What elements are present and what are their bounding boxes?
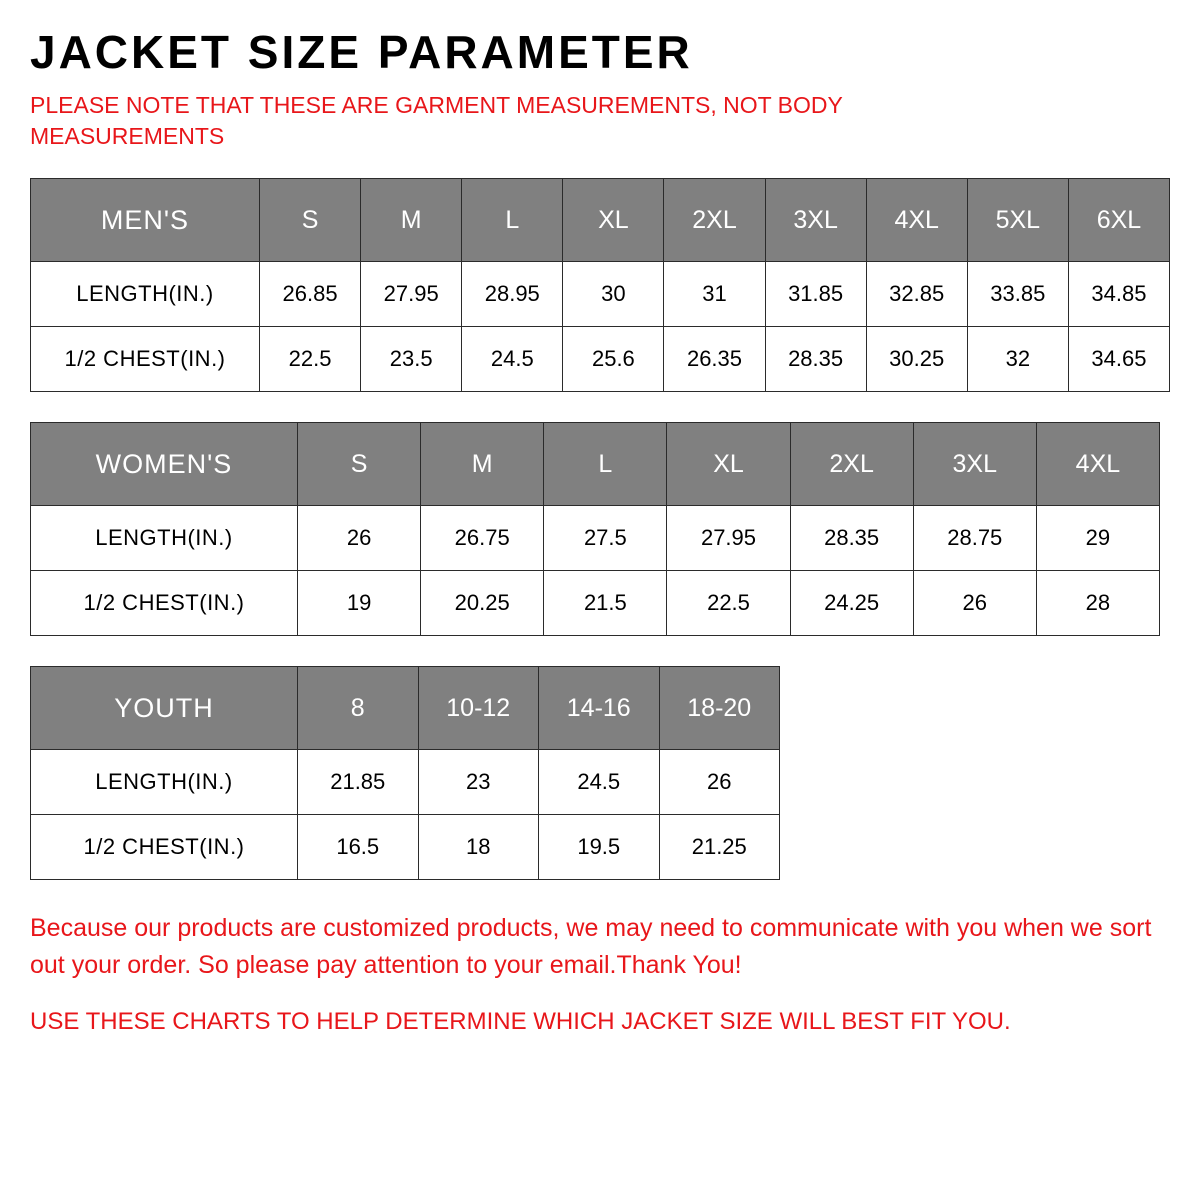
cell-value: 26	[659, 750, 780, 815]
cell-value: 21.85	[298, 750, 419, 815]
cell-value: 32	[967, 327, 1068, 392]
chart-usage-note: USE THESE CHARTS TO HELP DETERMINE WHICH JACKET SIZE WILL BEST FIT YOU.	[30, 1007, 1011, 1035]
youth-size-table	[30, 666, 780, 880]
cell-value: 22.5	[260, 327, 361, 392]
size-header: 3XL	[765, 179, 866, 262]
category-label: MEN'S	[31, 179, 260, 262]
size-header: L	[544, 423, 667, 506]
cell-value: 28.95	[462, 262, 563, 327]
garment-measurement-note: PLEASE NOTE THAT THESE ARE GARMENT MEASUREMENTS, NOT BODY MEASUREMENTS	[30, 92, 843, 150]
size-header: 14-16	[539, 667, 660, 750]
size-header: S	[260, 179, 361, 262]
row-label: 1/2 CHEST(IN.)	[31, 327, 260, 392]
cell-value: 31.85	[765, 262, 866, 327]
size-header: 3XL	[913, 423, 1036, 506]
womens-size-table	[30, 422, 1160, 636]
size-header: 4XL	[866, 179, 967, 262]
cell-value: 16.5	[298, 815, 419, 880]
cell-value: 26.85	[260, 262, 361, 327]
table-row	[31, 571, 1160, 636]
table-row	[31, 327, 1170, 392]
cell-value: 32.85	[866, 262, 967, 327]
row-label: 1/2 CHEST(IN.)	[31, 815, 298, 880]
cell-value: 26.75	[421, 506, 544, 571]
cell-value: 28.35	[790, 506, 913, 571]
cell-value: 22.5	[667, 571, 790, 636]
mens-size-table	[30, 178, 1170, 392]
cell-value: 34.85	[1068, 262, 1169, 327]
size-header: 18-20	[659, 667, 780, 750]
size-header: 10-12	[418, 667, 539, 750]
cell-value: 19.5	[539, 815, 660, 880]
category-label: YOUTH	[31, 667, 298, 750]
size-header: 2XL	[790, 423, 913, 506]
cell-value: 26	[913, 571, 1036, 636]
size-header: 5XL	[967, 179, 1068, 262]
size-header: 8	[298, 667, 419, 750]
table-row	[31, 815, 780, 880]
cell-value: 23	[418, 750, 539, 815]
size-header: M	[421, 423, 544, 506]
cell-value: 21.25	[659, 815, 780, 880]
size-header: M	[361, 179, 462, 262]
cell-value: 24.25	[790, 571, 913, 636]
cell-value: 25.6	[563, 327, 664, 392]
size-header: XL	[563, 179, 664, 262]
cell-value: 24.5	[462, 327, 563, 392]
size-header: 6XL	[1068, 179, 1169, 262]
cell-value: 27.95	[361, 262, 462, 327]
cell-value: 18	[418, 815, 539, 880]
category-label: WOMEN'S	[31, 423, 298, 506]
size-header: 2XL	[664, 179, 765, 262]
size-header: L	[462, 179, 563, 262]
cell-value: 28	[1036, 571, 1159, 636]
cell-value: 34.65	[1068, 327, 1169, 392]
row-label: 1/2 CHEST(IN.)	[31, 571, 298, 636]
table-row	[31, 506, 1160, 571]
table-row	[31, 262, 1170, 327]
size-header: 4XL	[1036, 423, 1159, 506]
cell-value: 29	[1036, 506, 1159, 571]
size-header: XL	[667, 423, 790, 506]
size-header: S	[298, 423, 421, 506]
cell-value: 30.25	[866, 327, 967, 392]
cell-value: 27.95	[667, 506, 790, 571]
table-header-row	[31, 667, 780, 750]
table-row	[31, 750, 780, 815]
cell-value: 28.35	[765, 327, 866, 392]
cell-value: 26.35	[664, 327, 765, 392]
row-label: LENGTH(IN.)	[31, 262, 260, 327]
customization-note: Because our products are customized products, we may need to communicate with you when we sort out your order. So please pay attention to your email.Thank You!	[30, 914, 1152, 979]
cell-value: 28.75	[913, 506, 1036, 571]
cell-value: 23.5	[361, 327, 462, 392]
cell-value: 19	[298, 571, 421, 636]
cell-value: 31	[664, 262, 765, 327]
cell-value: 21.5	[544, 571, 667, 636]
cell-value: 26	[298, 506, 421, 571]
cell-value: 24.5	[539, 750, 660, 815]
page-title: JACKET SIZE PARAMETER	[30, 26, 693, 78]
row-label: LENGTH(IN.)	[31, 750, 298, 815]
table-header-row	[31, 423, 1160, 506]
table-header-row	[31, 179, 1170, 262]
cell-value: 27.5	[544, 506, 667, 571]
row-label: LENGTH(IN.)	[31, 506, 298, 571]
cell-value: 30	[563, 262, 664, 327]
cell-value: 33.85	[967, 262, 1068, 327]
cell-value: 20.25	[421, 571, 544, 636]
